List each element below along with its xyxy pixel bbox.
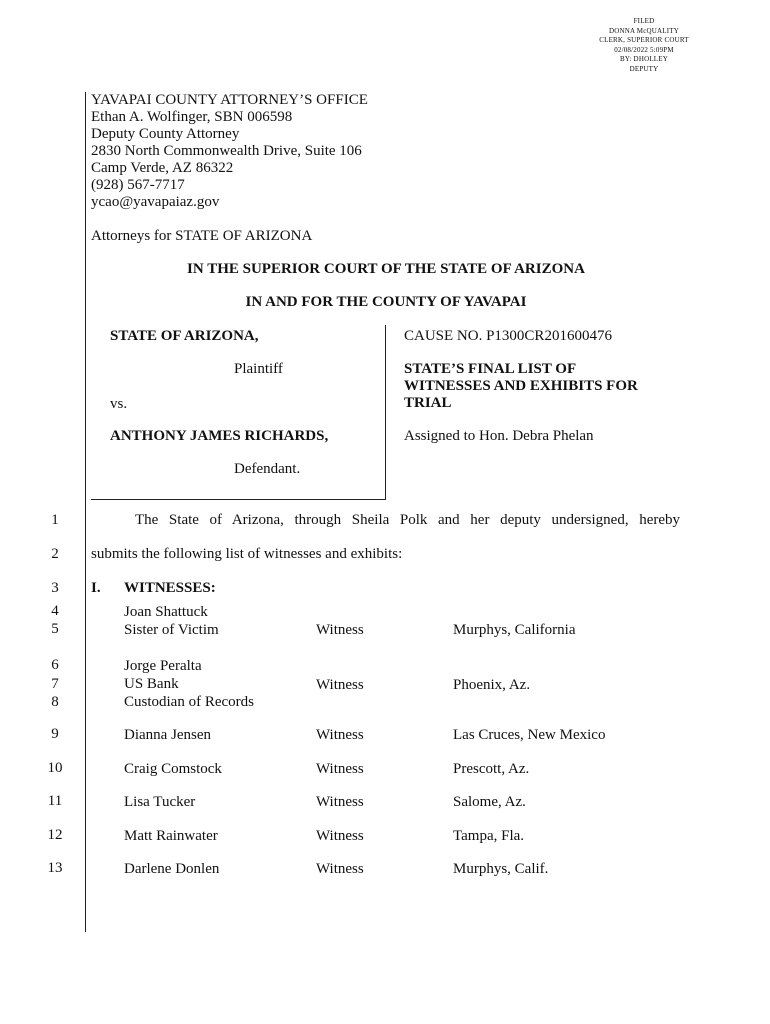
line-number: 9 [51,726,59,742]
witness-name: Darlene Donlen [124,861,220,877]
caption-underline [91,499,386,500]
witness-role: Witness [316,677,364,693]
court-title: IN THE SUPERIOR COURT OF THE STATE OF ARIZONA [187,261,585,277]
line-number: 13 [47,860,63,876]
witness-name [124,603,219,639]
line-number: 7 [51,676,59,692]
stamp-line: 02/08/2022 5:09PM [614,45,674,54]
line-number: 4 [51,603,59,619]
line-number: 12 [47,827,63,843]
assigned-judge: Assigned to Hon. Debra Phelan [404,428,594,444]
cause-number: CAUSE NO. P1300CR201600476 [404,328,612,344]
plaintiff-label: Plaintiff [234,361,283,377]
witness-name: Dianna Jensen [124,727,212,743]
intro-paragraph-line: The State of Arizona, through Sheila Polk and her deputy undersigned, hereby [135,512,680,528]
document-title-line: STATE’S FINAL LIST OF [404,361,577,377]
section-title: WITNESSES: [124,580,216,596]
witness-role: Witness [316,727,364,743]
witness-location: Salome, Az. [453,794,526,810]
line-number: 11 [47,793,63,809]
document-title-line: WITNESSES AND EXHIBITS FOR [404,378,638,394]
county-title: IN AND FOR THE COUNTY OF YAVAPAI [245,294,527,310]
witness-name-line: Custodian of Records [124,694,254,710]
witness-name-line: Jorge Peralta [124,658,202,674]
line-number: 10 [47,760,63,776]
stamp-line: FILED [633,17,655,25]
witness-role: Witness [316,622,364,638]
witness-location: Phoenix, Az. [453,677,531,693]
line-number: 6 [51,657,59,673]
stamp-line: CLERK, SUPERIOR COURT [599,36,689,45]
line-number: 8 [51,694,59,710]
witness-name-line: US Bank [124,676,179,692]
witness-name-line: Sister of Victim [124,622,219,638]
witness-location: Murphys, Calif. [453,861,549,877]
witness-role: Witness [316,861,364,877]
margin-rule [85,92,86,932]
witness-name-line: Joan Shattuck [124,604,208,620]
defendant-label: Defendant. [234,461,301,477]
stamp-line: BY: DHOLLEY [619,55,669,64]
header-line: YAVAPAI COUNTY ATTORNEY’S OFFICE [91,92,368,108]
witness-location: Murphys, California [453,622,576,638]
line-number: 3 [51,580,59,596]
section-number: I. [91,580,101,596]
versus: vs. [110,396,128,412]
header-line: ycao@yavapaiaz.gov [91,194,220,210]
attorney-header [91,92,368,211]
stamp-line: DONNA McQUALITY [608,26,680,35]
witness-role: Witness [316,794,364,810]
header-line: (928) 567-7717 [91,177,185,193]
line-number: 5 [51,621,59,637]
caption-divider [385,325,386,500]
stamp-line: DEPUTY [629,64,659,73]
attorneys-for: Attorneys for STATE OF ARIZONA [91,228,313,244]
defendant-name: ANTHONY JAMES RICHARDS, [110,428,329,444]
line-number: 2 [51,546,59,562]
witness-name: Craig Comstock [124,761,222,777]
header-line: Ethan A. Wolfinger, SBN 006598 [91,109,293,125]
line-number: 1 [51,512,59,528]
witness-name: Matt Rainwater [124,828,218,844]
witness-role: Witness [316,761,364,777]
witness-location: Las Cruces, New Mexico [453,727,606,743]
witness-name: Lisa Tucker [124,794,196,810]
intro-paragraph-line: submits the following list of witnesses and exhibits: [91,546,403,562]
witness-location: Prescott, Az. [453,761,530,777]
header-line: 2830 North Commonwealth Drive, Suite 106 [91,143,362,159]
header-line: Camp Verde, AZ 86322 [91,160,234,176]
document-title-line: TRIAL [404,395,452,411]
header-line: Deputy County Attorney [91,126,240,142]
filing-stamp [574,17,714,75]
plaintiff-name: STATE OF ARIZONA, [110,328,259,344]
witness-location: Tampa, Fla. [453,828,525,844]
document-title [404,361,638,412]
witness-name [124,657,254,711]
witness-role: Witness [316,828,364,844]
